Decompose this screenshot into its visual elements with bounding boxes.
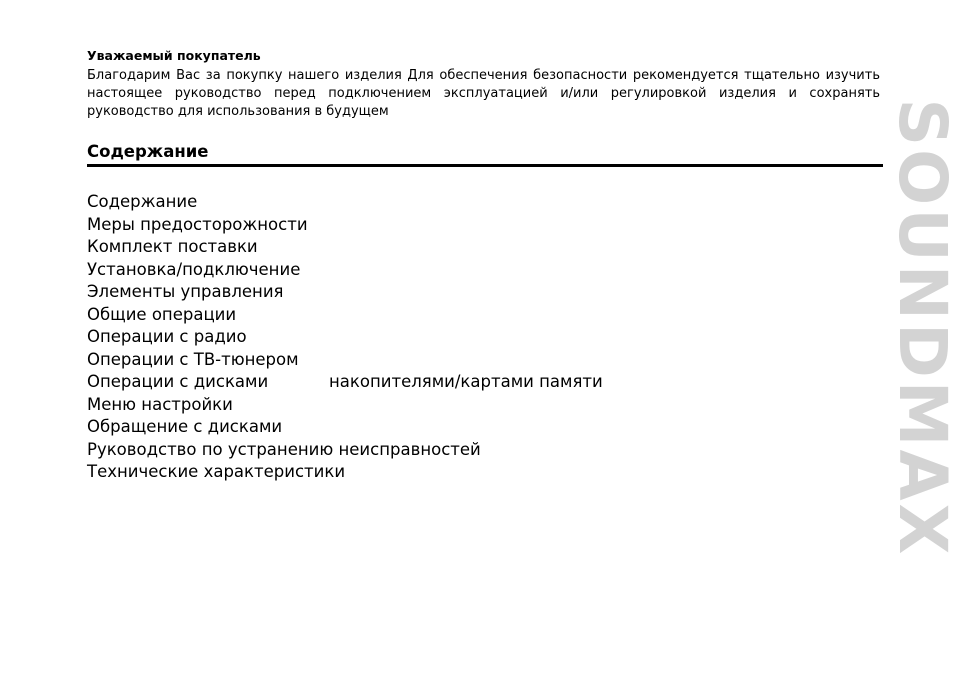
toc-item-label: Руководство по устранению неисправностей	[87, 439, 481, 459]
toc-item-label: Операции с ТВ-тюнером	[87, 349, 299, 369]
toc-item-setup-menu	[87, 394, 481, 417]
brand-logo-text: SOUNDMAX	[884, 98, 961, 558]
toc-item-controls	[87, 281, 481, 304]
toc-item-safety	[87, 214, 481, 237]
toc-item-contents	[87, 191, 481, 214]
toc-item-radio	[87, 326, 481, 349]
toc-item-label: Операции с радио	[87, 327, 247, 346]
greeting-heading: Уважаемый покупатель	[87, 48, 261, 63]
toc-list	[87, 191, 603, 484]
toc-item-label: Технические характеристики	[87, 462, 346, 481]
toc-item-label: Общие операции	[87, 304, 237, 324]
intro-paragraph: Благодарим Вас за покупку нашего изделия Для обеспечения безопасности рекомендуется тщательно изучить настоящее руководство перед подключением эксплуатацией и/или регулировкой изделия и сохранять руководство для использования в будущем	[87, 68, 880, 119]
toc-item-specifications	[87, 461, 481, 484]
toc-heading: Содержание	[87, 142, 209, 161]
toc-item-label: Установка/подключение	[87, 259, 301, 279]
toc-item-label: Меры предосторожности	[87, 214, 308, 234]
toc-item-tv-tuner	[87, 349, 481, 372]
toc-item-label-continuation: накопителями/картами памяти	[329, 372, 603, 391]
toc-item-troubleshooting	[87, 439, 481, 462]
toc-item-installation	[87, 259, 481, 282]
toc-item-label: Обращение с дисками	[87, 417, 283, 436]
toc-item-discs-media	[87, 371, 603, 394]
toc-item-disc-handling	[87, 416, 481, 439]
toc-item-label: Элементы управления	[87, 282, 284, 301]
toc-item-label: Операции с дисками	[87, 372, 269, 391]
toc-item-label: Содержание	[87, 192, 198, 211]
heading-divider	[87, 164, 883, 167]
brand-logo	[884, 52, 961, 604]
toc-item-label: Комплект поставки	[87, 237, 258, 256]
toc-item-package	[87, 236, 481, 259]
toc-item-general-operations	[87, 304, 481, 327]
toc-item-label: Меню настройки	[87, 394, 233, 414]
